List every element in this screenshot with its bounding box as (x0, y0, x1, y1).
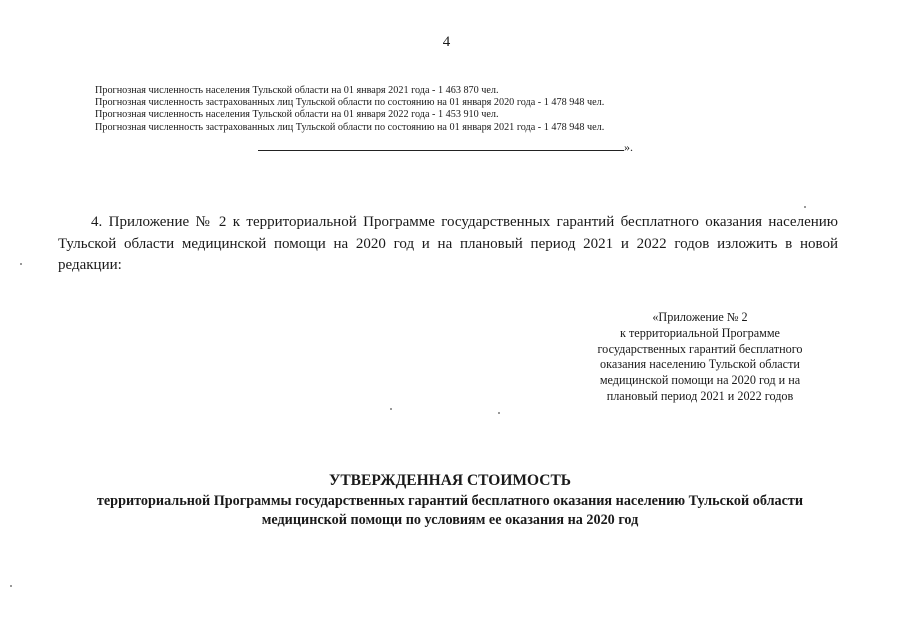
heading-title: УТВЕРЖДЕННАЯ СТОИМОСТЬ (328, 472, 572, 489)
appendix-line: к территориальной Программе (620, 325, 780, 340)
heading-subtitle-line: территориальной Программы государственных гарантий бесплатного оказания населению Тульской области (96, 493, 804, 509)
page-number: 4 (442, 34, 451, 50)
forecast-line: Прогнозная численность населения Тульской области на 01 января 2021 года - 1 463 870 чел. (95, 85, 499, 96)
scan-speck (20, 263, 22, 265)
scan-speck (498, 412, 500, 414)
closing-quote: ». (624, 140, 633, 154)
appendix-line: плановый период 2021 и 2022 годов (606, 388, 794, 403)
section-heading (40, 470, 860, 530)
appendix-header (568, 310, 832, 405)
scan-speck (804, 206, 806, 208)
appendix-line: государственных гарантий бесплатного (597, 341, 803, 356)
appendix-line: оказания населению Тульской области (600, 357, 800, 372)
horizontal-rule (258, 141, 624, 151)
closing-rule (258, 140, 633, 155)
forecast-line: Прогнозная численность застрахованных лиц Тульской области по состоянию на 01 января 2021 года - 1 478 948 чел. (95, 121, 605, 133)
paragraph-4: 4. Приложение № 2 к территориальной Программе государственных гарантий бесплатного оказания населению Тульской области медицинской помощи на 2020 год и на плановый период 2021 и 2022 годов изложить в новой редакции: (58, 214, 838, 273)
scan-speck (390, 408, 392, 410)
forecast-line: Прогнозная численность населения Тульской области на 01 января 2022 года - 1 453 910 чел. (95, 109, 499, 121)
appendix-line: медицинской помощи на 2020 год и на (599, 373, 801, 388)
appendix-line: «Приложение № 2 (652, 310, 748, 324)
heading-subtitle-line: медицинской помощи по условиям ее оказания на 2020 год (261, 512, 639, 528)
forecast-line: Прогнозная численность застрахованных лиц Тульской области по состоянию на 01 января 2020 года - 1 478 948 чел. (95, 97, 605, 109)
forecast-statistics (95, 85, 735, 134)
scan-speck (10, 585, 12, 587)
